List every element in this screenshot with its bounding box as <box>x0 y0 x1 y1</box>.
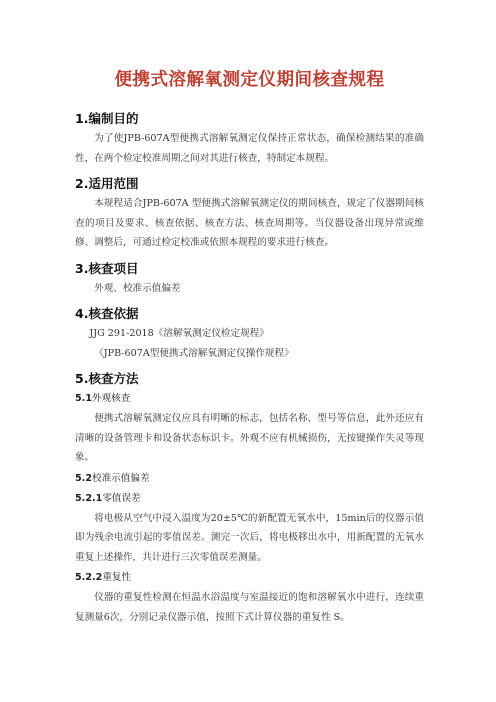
subsection-5-2-1 <box>75 489 424 509</box>
section-heading-1: 1.编制目的 <box>75 111 139 126</box>
section-2-paragraph: 本规程适合JPB-607A 型便携式溶解氧测定仪的期间核查，规定了仪器期间核查的项目及要求、核查依据、核查方法、核查周期等。当仪器设备出现异常或维修、调整后，可通过检定校准或依照本规程的要求进行核查。 <box>75 198 424 248</box>
subsection-5-2-2-title: 重复性 <box>102 572 132 583</box>
subsection-5-1-title: 外观核查 <box>92 393 131 404</box>
subsection-5-2-2-paragraph: 仪器的重复性检测在恒温水浴温度与室温接近的饱和溶解氧水中进行，连续重复测量6次，分别记录仪器示值，按照下式计算仪器的重复性 S。 <box>75 592 424 623</box>
page-title: 便携式溶解氧测定仪期间核查规程 <box>114 70 385 90</box>
subsection-5-2 <box>75 469 424 489</box>
section-heading-2: 2.适用范围 <box>75 176 139 191</box>
section-heading-5: 5.核查方法 <box>75 371 139 386</box>
subsection-5-2-number: 5.2 <box>75 472 92 484</box>
subsection-5-2-title: 校准示值偏差 <box>92 472 150 484</box>
subsection-5-2-2-number: 5.2.2 <box>75 572 103 583</box>
section-1-paragraph: 为了使JPB-607A型便携式溶解氧测定仪保持正常状态，确保检测结果的准确性，在两个检定校准周期之间对其进行核查，特制定本规程。 <box>75 133 424 164</box>
subsection-5-1-number: 5.1 <box>75 393 92 404</box>
section-heading-3: 3.核查项目 <box>75 260 139 276</box>
reference-1: JJG 291-2018《溶解氧测定仪检定规程》 <box>89 328 269 339</box>
reference-2: 《JPB-607A型便携式溶解氧测定仪操作规程》 <box>94 347 294 359</box>
subsection-5-2-1-paragraph: 将电极从空气中浸入温度为20±5℃的新配置无氧水中，15min后的仪器示值即为残余电流引起的零值误差。测完一次后，将电极移出水中，用新配置的无氧水重复上述操作，共计进行三次零值误差测量。 <box>75 512 424 563</box>
section-heading-4: 4.核查依据 <box>75 306 139 321</box>
subsection-5-2-1-title: 零值误差 <box>102 492 141 504</box>
subsection-5-2-1-number: 5.2.1 <box>75 492 103 504</box>
subsection-5-1-paragraph: 便携式溶解氧测定仪应具有明晰的标志，包括名称、型号等信息，此外还应有清晰的设备管理卡和设备状态标识卡。外观不应有机械损伤，无按键操作失灵等现象。 <box>75 413 424 463</box>
section-3-items: 外观、校准示值偏差 <box>94 282 181 294</box>
subsection-5-2-2 <box>75 568 424 588</box>
subsection-5-1 <box>75 389 424 409</box>
